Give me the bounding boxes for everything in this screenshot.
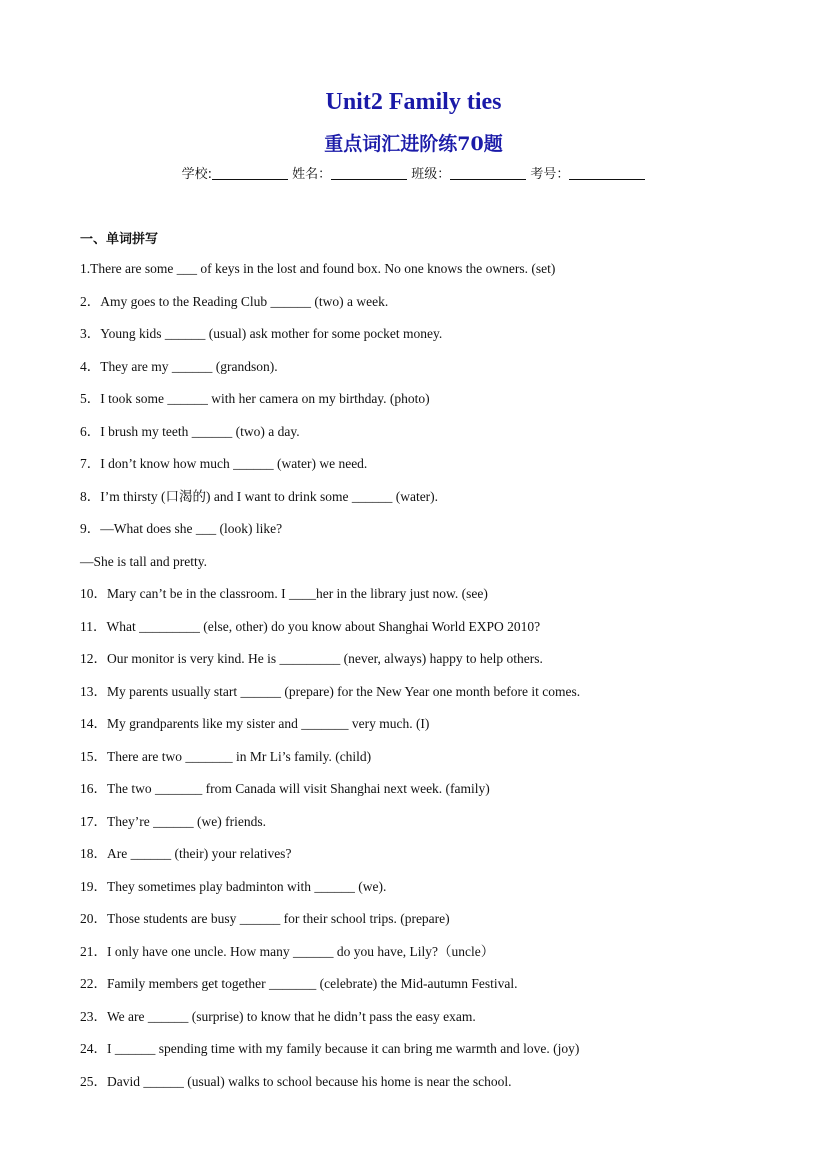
question-item: 14．My grandparents like my sister and _______ very much. (I) xyxy=(80,716,430,731)
school-label: 学校: xyxy=(181,167,212,182)
question-item: 25．David ______ (usual) walks to school because his home is near the school. xyxy=(80,1073,512,1089)
section-heading: 一、单词拼写 xyxy=(80,232,159,247)
question-item: 2．Amy goes to the Reading Club ______ (two) a week. xyxy=(80,293,389,309)
question-item: 10．Mary can’t be in the classroom. I ____her in the library just now. (see) xyxy=(80,586,488,601)
document-subtitle: 重点词汇进阶练70题 xyxy=(324,133,503,155)
question-item: 22．Family members get together _______ (celebrate) the Mid-autumn Festival. xyxy=(80,976,518,991)
class-blank[interactable] xyxy=(450,165,526,180)
number-blank[interactable] xyxy=(569,165,645,180)
school-blank[interactable] xyxy=(212,165,288,180)
question-item: 4．They are my ______ (grandson). xyxy=(80,358,278,374)
question-item: 3．Young kids ______ (usual) ask mother for some pocket money. xyxy=(80,326,443,341)
class-label: 班级： xyxy=(411,167,451,182)
question-item: 16．The two _______ from Canada will visit Shanghai next week. (family) xyxy=(80,781,490,796)
question-item: 18．Are ______ (their) your relatives? xyxy=(80,846,292,861)
question-item: 17．They’re ______ (we) friends. xyxy=(80,813,266,829)
question-answer-line: —She is tall and pretty. xyxy=(80,553,207,569)
document-title: Unit2 Family ties xyxy=(325,89,502,115)
question-list xyxy=(80,258,760,1103)
question-item: 1.There are some ___ of keys in the lost and found box. No one knows the owners. (set) xyxy=(80,261,556,276)
question-item: 9．—What does she ___ (look) like? xyxy=(80,521,283,536)
question-item: 8．I’m thirsty (口渴的) and I want to drink some ______ (water). xyxy=(80,488,439,504)
question-item: 7．I don’t know how much ______ (water) we need. xyxy=(80,456,368,471)
number-label: 考号： xyxy=(530,167,570,182)
question-item: 5．I took some ______ with her camera on my birthday. (photo) xyxy=(80,391,430,406)
question-item: 13．My parents usually start ______ (prepare) for the New Year one month before it comes. xyxy=(80,683,581,699)
question-item: 24．I ______ spending time with my family because it can bring me warmth and love. (joy) xyxy=(80,1041,580,1056)
question-item: 12．Our monitor is very kind. He is _________ (never, always) happy to help others. xyxy=(80,651,543,666)
question-item: 11．What _________ (else, other) do you know about Shanghai World EXPO 2010? xyxy=(80,618,541,634)
question-item: 20．Those students are busy ______ for their school trips. (prepare) xyxy=(80,911,450,926)
question-item: 15．There are two _______ in Mr Li’s family. (child) xyxy=(80,748,372,764)
question-item: 6．I brush my teeth ______ (two) a day. xyxy=(80,423,300,439)
name-label: 姓名： xyxy=(292,167,332,182)
question-item: 21．I only have one uncle. How many ______ do you have, Lily?（uncle） xyxy=(80,943,495,959)
question-item: 19．They sometimes play badminton with ______ (we). xyxy=(80,878,387,894)
student-info-line xyxy=(0,164,827,186)
name-blank[interactable] xyxy=(331,165,407,180)
question-item: 23．We are ______ (surprise) to know that he didn’t pass the easy exam. xyxy=(80,1008,476,1024)
